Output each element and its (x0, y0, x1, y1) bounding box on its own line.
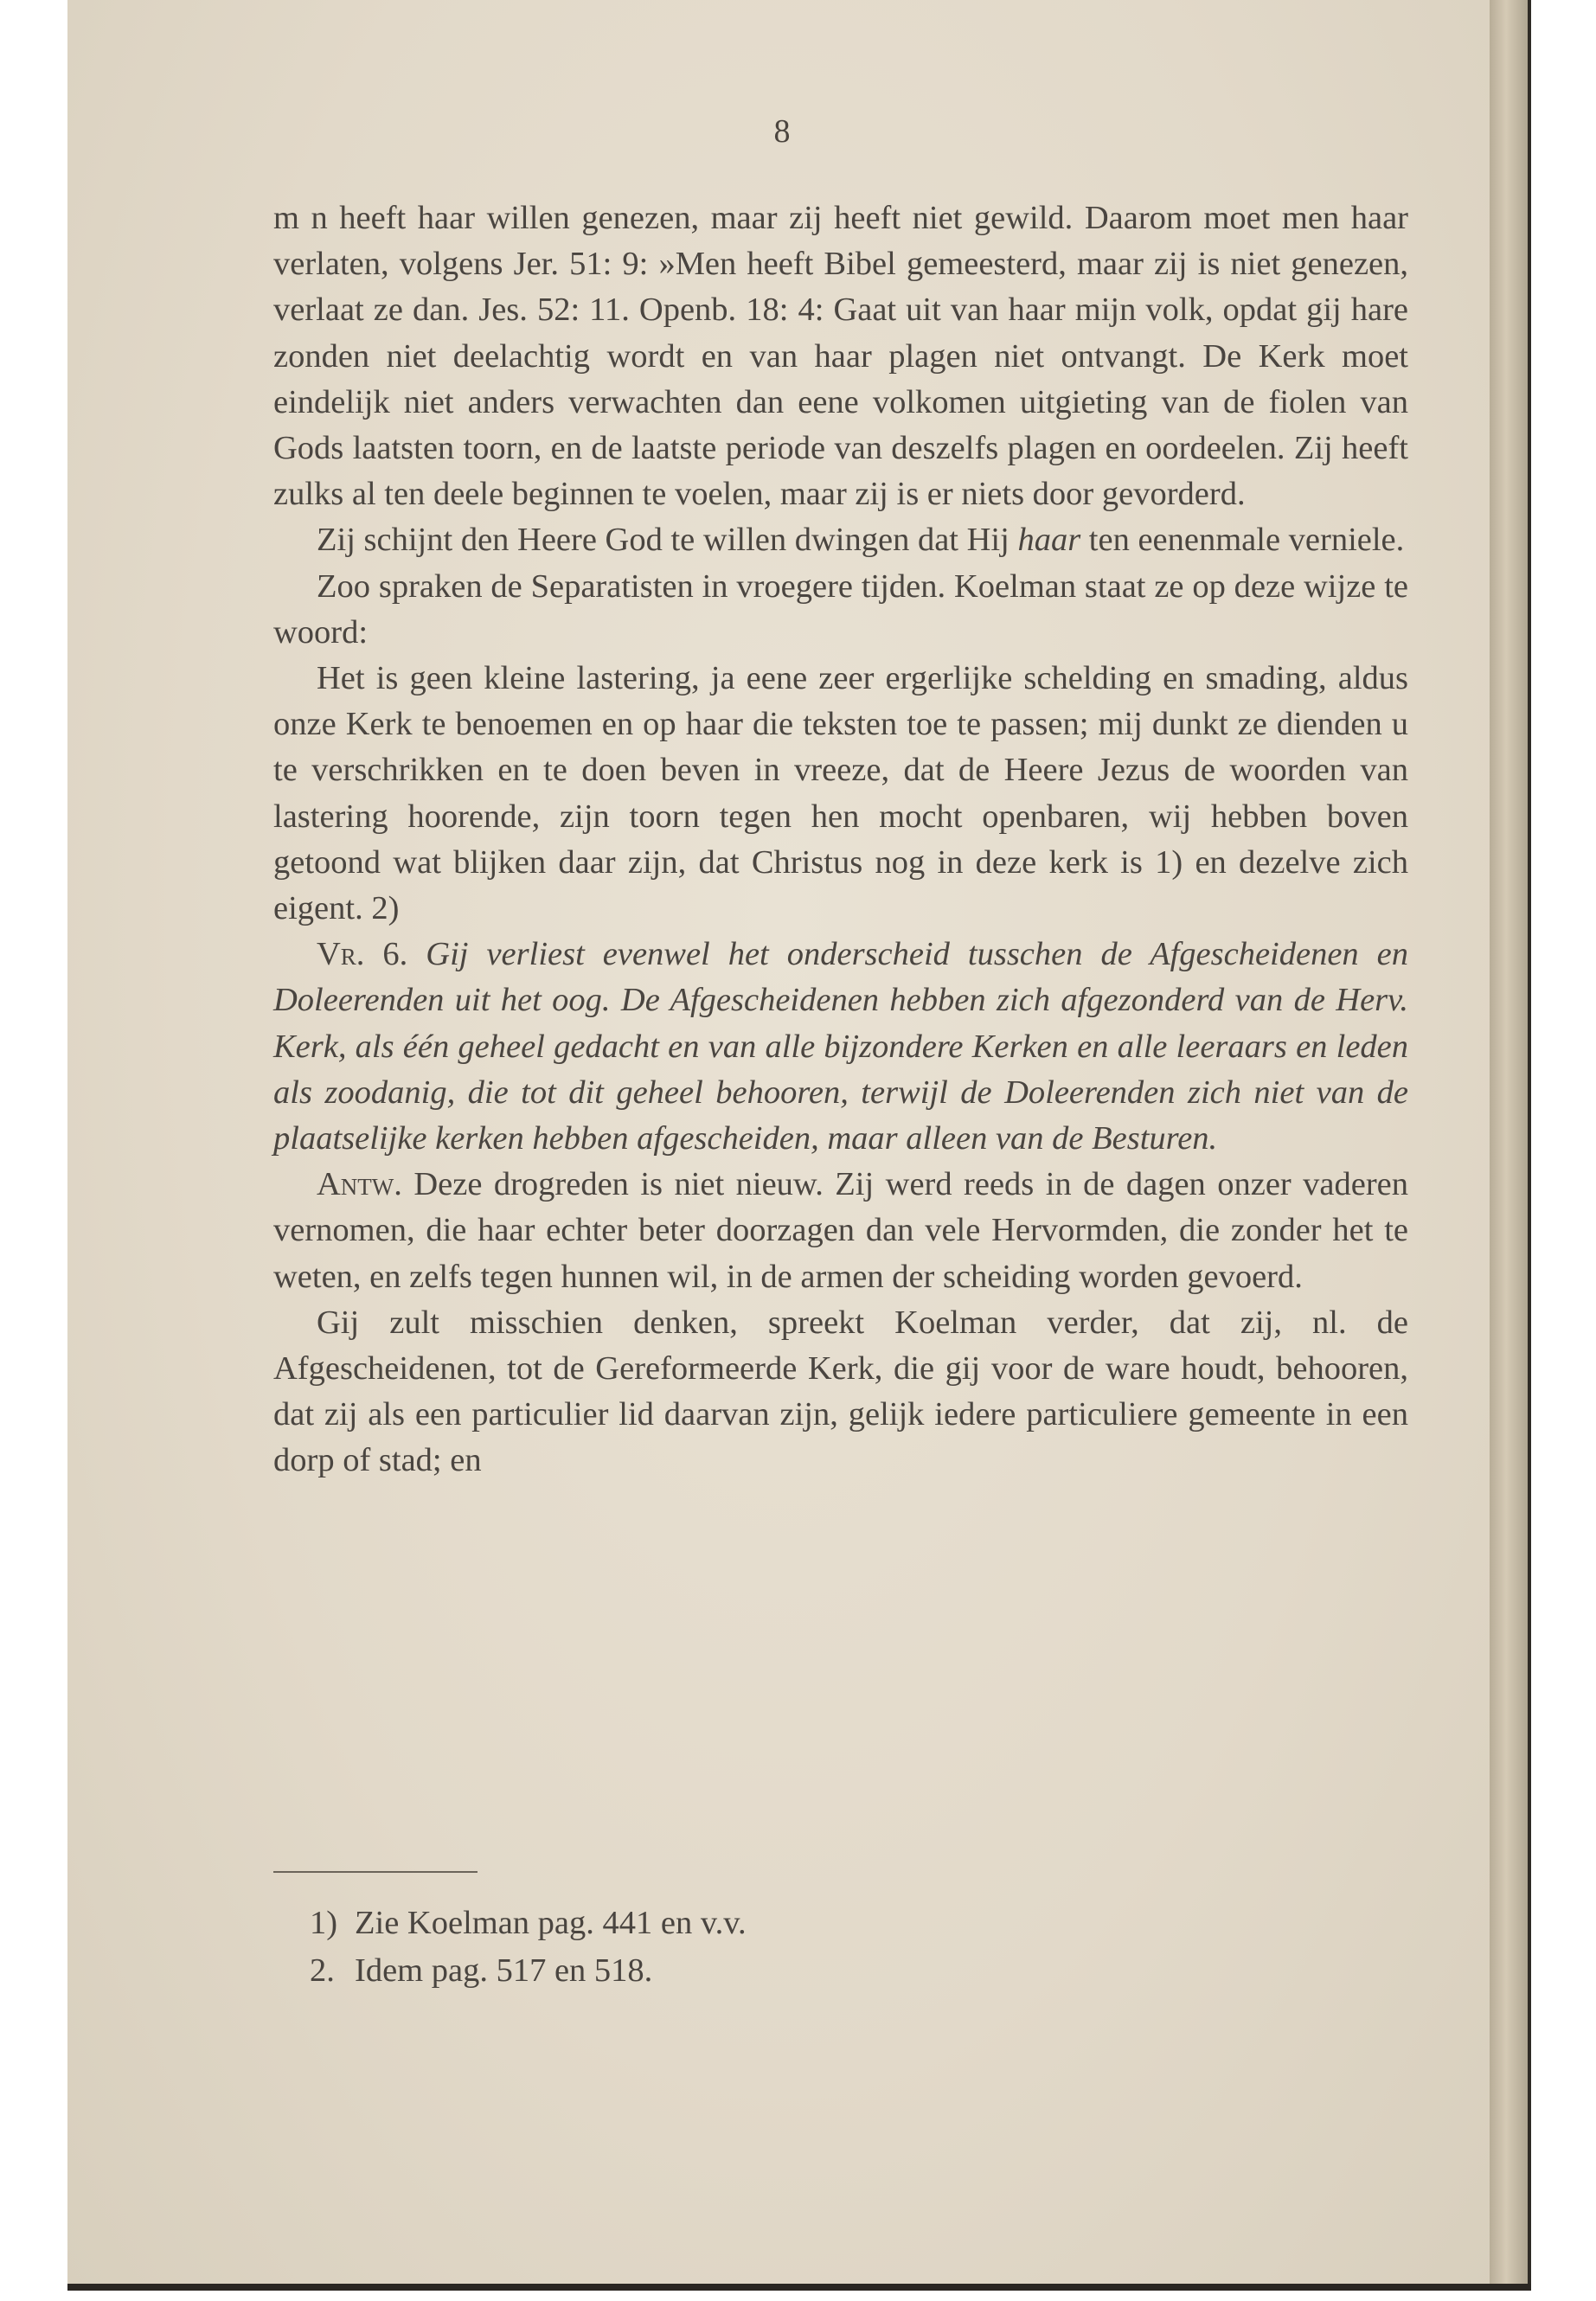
paragraph-2-text-a: Zij schijnt den Heere God te willen dwingen dat Hij (317, 522, 1018, 559)
footnote-1 (310, 1900, 1088, 1947)
footnote-divider (273, 1871, 478, 1873)
book-page (67, 0, 1497, 2288)
question-number: 6. (364, 936, 426, 973)
footnote-1-number: 1) (310, 1905, 338, 1941)
book-spine-edge (1528, 0, 1531, 2288)
paragraph-question (273, 932, 1408, 1162)
footnote-2-text: Idem pag. 517 en 518. (355, 1952, 653, 1989)
answer-label: Antw. (317, 1166, 402, 1203)
footnote-2-number: 2. (310, 1952, 335, 1989)
paragraph-1: m n heeft haar willen genezen, maar zij heeft niet gewild. Daarom moet men haar verlaten, volgens Jer. 51: 9: »Men heeft Bibel gemeesterd, maar zij is niet genezen, verlaat ze dan. Jes. 52: 11. Openb. 18: 4: Gaat uit van haar mijn volk, opdat gij hare zonden niet deelachtig wordt en van haar plagen niet ontvangt. De Kerk moet eindelijk niet anders verwachten dan eene volkomen uitgieting van de fiolen van Gods laatsten toorn, en de laatste periode van deszelfs plagen en oordeelen. Zij heeft zulks al ten deele beginnen te voelen, maar zij is er niets door gevorderd. (273, 200, 1408, 513)
page-number: 8 (773, 113, 791, 150)
paragraph-answer (273, 1162, 1408, 1300)
body-text (273, 195, 1408, 1484)
paragraph-4: Het is geen kleine lastering, ja eene zeer ergerlijke schelding en smading, aldus onze Kerk te benoemen en op haar die teksten toe te passen; mij dunkt ze dienden u te verschrikken en te doen beven in vreeze, dat de Heere Jezus de woorden van lastering hoorende, zijn toorn tegen hen mocht openbaren, wij hebben boven getoond wat blijken daar zijn, dat Christus nog in deze kerk is 1) en dezelve zich eigent. 2) (273, 660, 1408, 927)
paragraph-2-emphasis: haar (1017, 522, 1081, 559)
footnotes (310, 1900, 1088, 1995)
answer-text: Deze drogreden is niet nieuw. Zij werd reeds in de dagen onzer vaderen vernomen, die haar echter beter doorzagen dan vele Hervormden, die zonder het te weten, en zelfs tegen hunnen wil, in de armen der scheiding worden gevoerd. (273, 1166, 1408, 1295)
paragraph-2 (273, 517, 1408, 563)
book-spine (1490, 0, 1531, 2288)
book-bottom-edge (67, 2284, 1531, 2291)
paragraph-2-text-b: ten eenenmale verniele. (1080, 522, 1405, 559)
paragraph-7: Gij zult misschien denken, spreekt Koelman verder, dat zij, nl. de Afgescheidenen, tot de Gereformeerde Kerk, die gij voor de ware houdt, behooren, dat zij als een particulier lid daarvan zijn, gelijk iedere particuliere gemeente in een dorp of stad; en (273, 1304, 1408, 1479)
footnote-1-text: Zie Koelman pag. 441 en v.v. (355, 1905, 747, 1941)
paragraph-3: Zoo spraken de Separatisten in vroegere tijden. Koelman staat ze op deze wijze te woord: (273, 567, 1408, 651)
footnote-2 (310, 1947, 1088, 1995)
question-text: Gij verliest evenwel het onderscheid tusschen de Afgescheidenen en Doleerenden uit het oog. De Afgescheidenen hebben zich afgezonderd van de Herv. Kerk, als één geheel gedacht en van alle bijzondere Kerken en alle leeraars en leden als zoodanig, die tot dit geheel behooren, terwijl de Doleerenden zich niet van de plaatselijke kerken hebben afgescheiden, maar alleen van de Besturen. (273, 936, 1409, 1157)
question-label: Vr. (317, 936, 365, 973)
